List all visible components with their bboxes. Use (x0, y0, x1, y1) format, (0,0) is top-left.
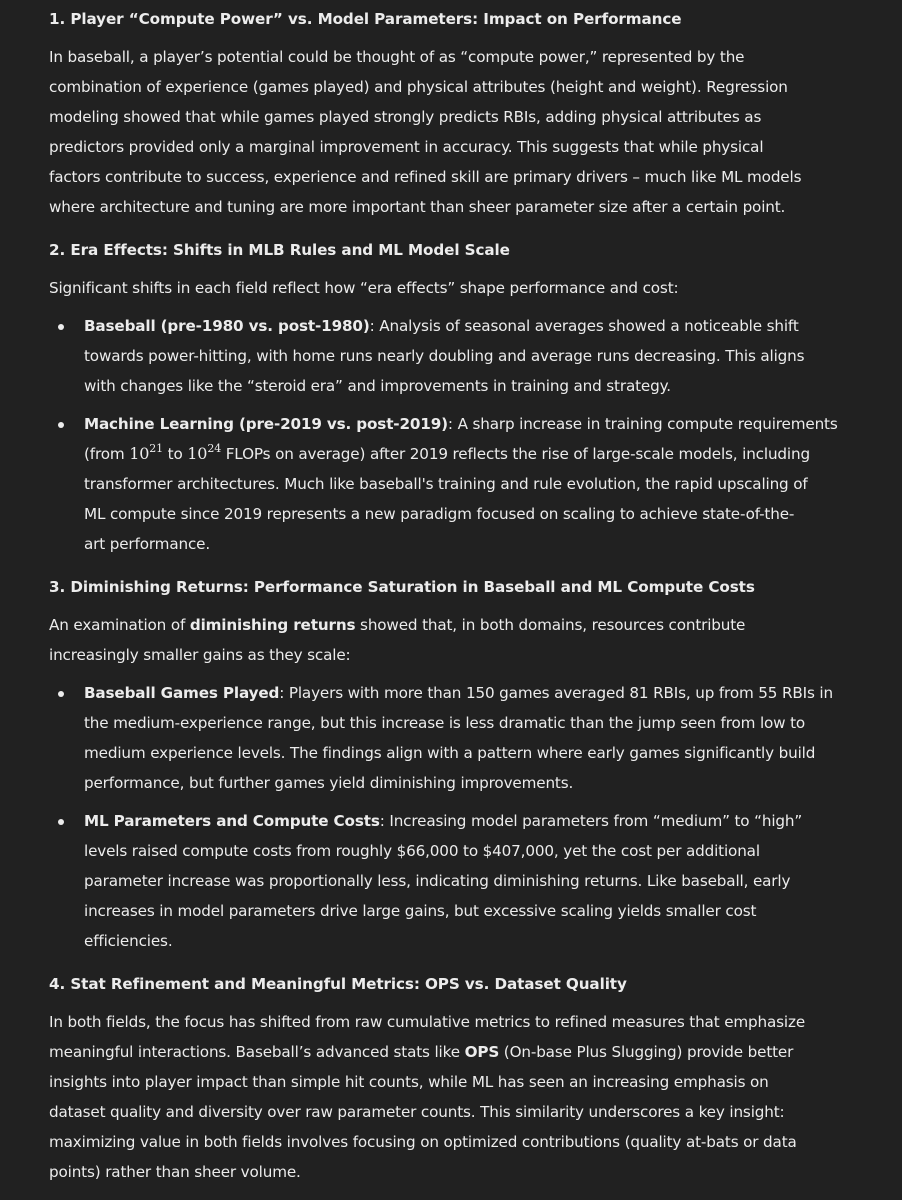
math-expression: $10^{21}$ (129, 442, 163, 463)
text-line: Baseball Games Played: Players with more than 150 games averaged 81 RBIs, up from 55 RBIs in (84, 684, 833, 702)
text-line: factors contribute to success, experience and refined skill are primary drivers – much like ML models (49, 168, 802, 186)
bullet-icon (58, 819, 64, 825)
list-item (49, 678, 858, 798)
text-line: combination of experience (games played) and physical attributes (height and weight). Regression (49, 78, 788, 96)
item-title: Baseball Games Played (84, 684, 280, 702)
text-line: art performance. (84, 535, 211, 553)
text-line: the medium-experience range, but this increase is less dramatic than the jump seen from low to (84, 714, 806, 732)
section-1-body (49, 42, 858, 222)
text-line: (from $10^{21}$ to $10^{24}$ FLOPs on average) after 2019 reflects the rise of large-scale models, including (84, 442, 810, 463)
text-line: points) rather than sheer volume. (49, 1163, 301, 1181)
text-line: where architecture and tuning are more important than sheer parameter size after a certain point. (49, 198, 786, 216)
text-line: levels raised compute costs from roughly $66,000 to $407,000, yet the cost per additional (84, 842, 760, 860)
text-line: modeling showed that while games played strongly predicts RBIs, adding physical attributes as (49, 108, 762, 126)
text-line: An examination of diminishing returns showed that, in both domains, resources contribute (49, 616, 746, 634)
section-2-list (49, 311, 858, 559)
text-line: meaningful interactions. Baseball’s advanced stats like OPS (On-base Plus Slugging) provide better (49, 1043, 794, 1061)
text-line: insights into player impact than simple hit counts, while ML has seen an increasing emphasis on (49, 1073, 769, 1091)
text-line: dataset quality and diversity over raw parameter counts. This similarity underscores a key insight: (49, 1103, 785, 1121)
section-3-intro (49, 610, 858, 670)
text-line: maximizing value in both fields involves focusing on optimized contributions (quality at-bats or data (49, 1133, 797, 1151)
item-title: Baseball (pre-1980 vs. post-1980) (84, 317, 370, 335)
text-line: Machine Learning (pre-2019 vs. post-2019): A sharp increase in training compute requirements (84, 415, 838, 433)
text-line: increases in model parameters drive large gains, but excessive scaling yields smaller cost (84, 902, 757, 920)
text-line: performance, but further games yield diminishing improvements. (84, 774, 574, 792)
text-line: Baseball (pre-1980 vs. post-1980): Analysis of seasonal averages showed a noticeable shift (84, 317, 799, 335)
math-expression: $10^{24}$ (187, 442, 222, 463)
section-4-heading: 4. Stat Refinement and Meaningful Metrics: OPS vs. Dataset Quality (49, 975, 627, 993)
text-line: medium experience levels. The findings align with a pattern where early games significantly build (84, 744, 816, 762)
text-line: transformer architectures. Much like baseball's training and rule evolution, the rapid upscaling of (84, 475, 808, 493)
section-4-body (49, 1007, 858, 1187)
text-line: ML compute since 2019 represents a new paradigm focused on scaling to achieve state-of-the- (84, 505, 795, 523)
text-line: predictors provided only a marginal improvement in accuracy. This suggests that while physical (49, 138, 764, 156)
bullet-icon (58, 422, 64, 428)
item-title: Machine Learning (pre-2019 vs. post-2019) (84, 415, 448, 433)
section-2-heading: 2. Era Effects: Shifts in MLB Rules and ML Model Scale (49, 241, 510, 259)
section-3-list (49, 678, 858, 956)
list-item (49, 409, 858, 559)
text-line: parameter increase was proportionally less, indicating diminishing returns. Like baseball, early (84, 872, 791, 890)
list-item (49, 311, 858, 401)
text-line: In baseball, a player’s potential could be thought of as “compute power,” represented by the (49, 48, 745, 66)
bullet-icon (58, 691, 64, 697)
section-2-intro (49, 273, 858, 303)
text-line: Significant shifts in each field reflect how “era effects” shape performance and cost: (49, 279, 679, 297)
bullet-icon (58, 324, 64, 330)
text-line: with changes like the “steroid era” and improvements in training and strategy. (84, 377, 671, 395)
text-line: efficiencies. (84, 932, 173, 950)
text-line: In both fields, the focus has shifted from raw cumulative metrics to refined measures that emphasize (49, 1013, 806, 1031)
text-line: towards power-hitting, with home runs nearly doubling and average runs decreasing. This aligns (84, 347, 805, 365)
list-item (49, 806, 858, 956)
item-title: ML Parameters and Compute Costs (84, 812, 380, 830)
text-line: ML Parameters and Compute Costs: Increasing model parameters from “medium” to “high” (84, 812, 803, 830)
section-3-heading: 3. Diminishing Returns: Performance Saturation in Baseball and ML Compute Costs (49, 578, 755, 596)
section-1-heading: 1. Player “Compute Power” vs. Model Parameters: Impact on Performance (49, 10, 682, 28)
text-line: increasingly smaller gains as they scale: (49, 646, 351, 664)
